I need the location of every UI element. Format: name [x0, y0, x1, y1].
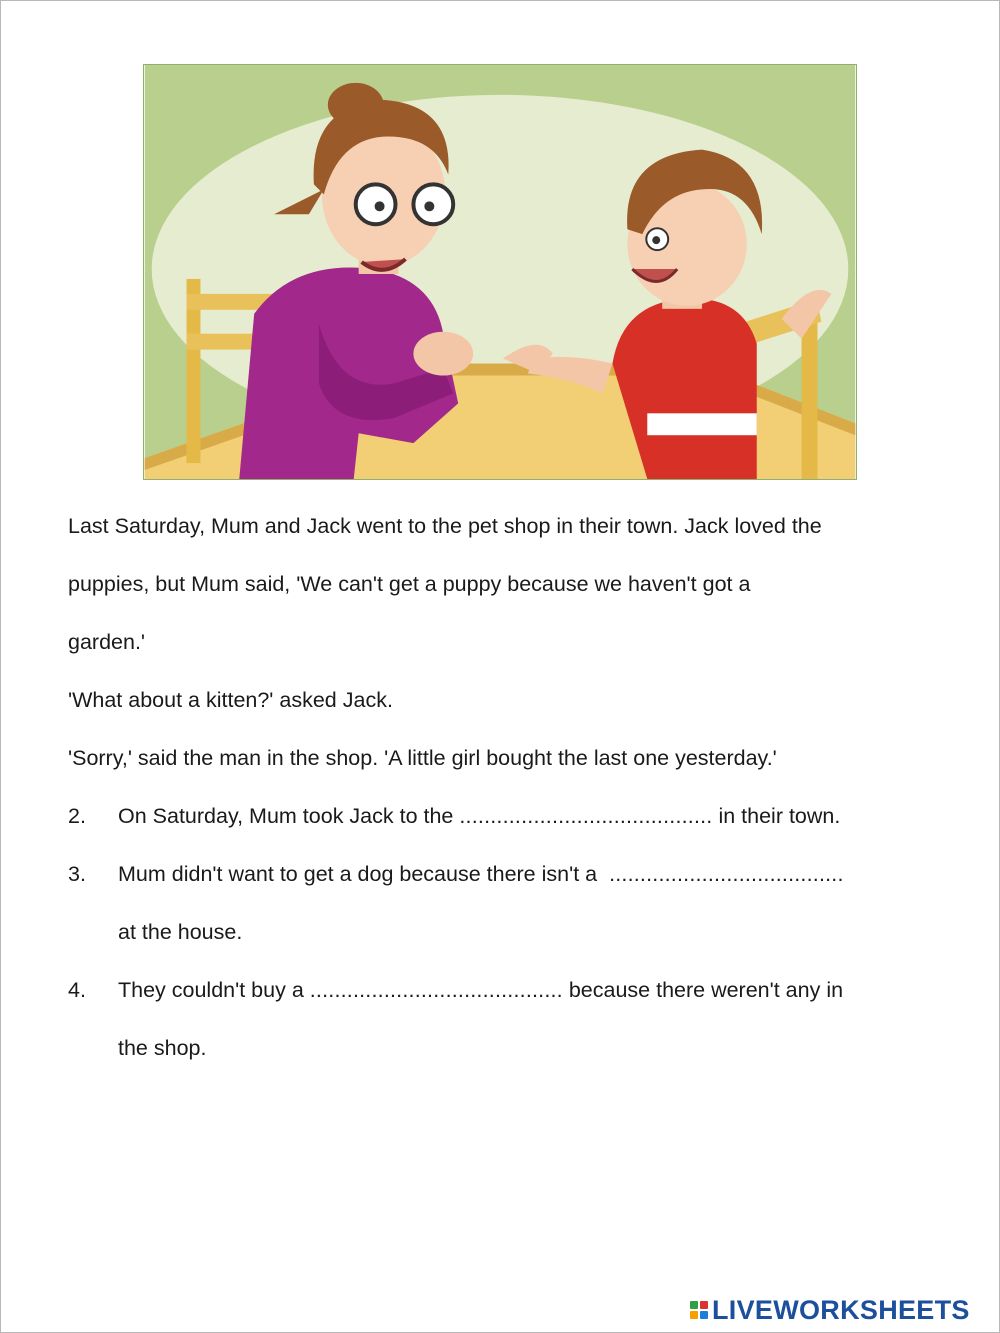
reading-line-4: 'What about a kitten?' asked Jack. — [68, 688, 393, 712]
answer-blank-3[interactable]: ......................................... — [309, 978, 563, 1002]
question-text: Mum didn't want to get a dog because there isn't a — [118, 862, 610, 886]
question-text: in their town. — [712, 804, 841, 828]
reading-line-3: garden.' — [68, 630, 146, 654]
question-number: 3. — [68, 862, 86, 886]
liveworksheets-logo — [690, 1293, 970, 1327]
reading-line-5: 'Sorry,' said the man in the shop. 'A little girl bought the last one yesterday.' — [68, 746, 777, 770]
question-continuation: the shop. — [118, 1036, 207, 1060]
answer-blank-2[interactable]: ...................................... — [609, 862, 844, 886]
question-3 — [118, 862, 844, 886]
question-2 — [118, 804, 840, 828]
question-text: On Saturday, Mum took Jack to the — [118, 804, 460, 828]
reading-line-1: Last Saturday, Mum and Jack went to the pet shop in their town. Jack loved the — [68, 514, 822, 538]
question-number: 2. — [68, 804, 86, 828]
answer-blank-1[interactable]: ......................................... — [459, 804, 713, 828]
story-illustration — [143, 64, 857, 480]
question-continuation: at the house. — [118, 920, 243, 944]
question-text: They couldn't buy a — [118, 978, 310, 1002]
question-text: because there weren't any in — [562, 978, 844, 1002]
reading-line-2: puppies, but Mum said, 'We can't get a puppy because we haven't got a — [68, 572, 751, 596]
logo-blocks-icon — [690, 1301, 708, 1319]
question-number: 4. — [68, 978, 86, 1002]
brand-name: LIVEWORKSHEETS — [712, 1294, 970, 1325]
question-4 — [118, 978, 843, 1002]
